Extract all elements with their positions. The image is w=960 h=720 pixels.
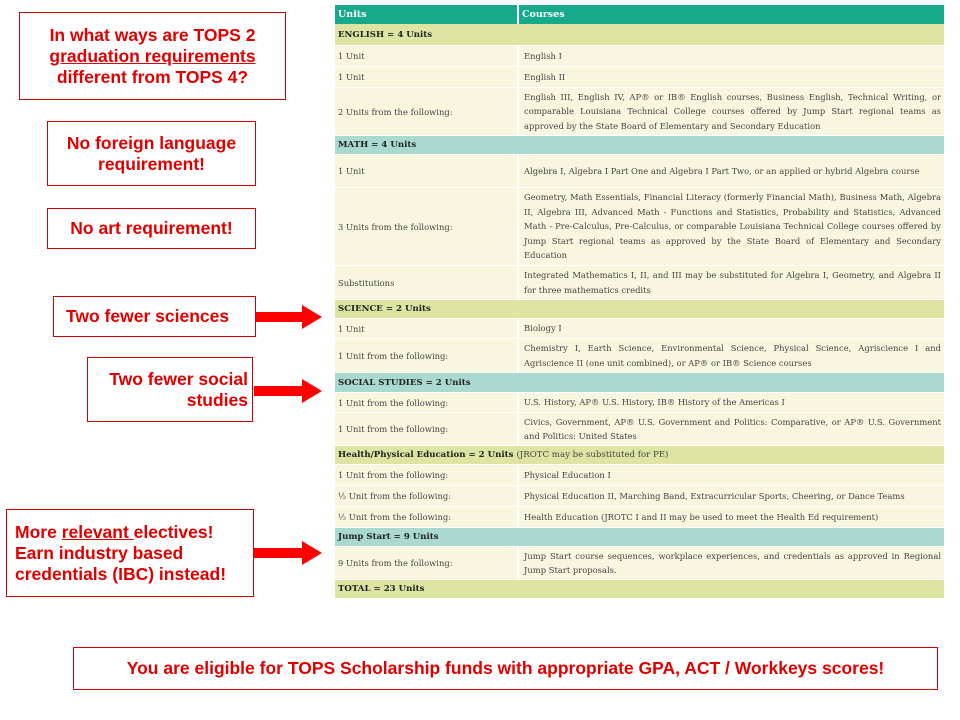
table-row	[335, 319, 944, 339]
table-row	[335, 155, 944, 188]
table-row	[335, 486, 944, 507]
electives-callout	[6, 509, 254, 597]
row-units: 1 Unit	[335, 46, 519, 66]
sciences-arrow-icon	[256, 305, 322, 329]
social-studies-arrow-icon	[254, 379, 322, 403]
row-courses: English III, English IV, AP® or IB® English courses, Business English, Technical Writing, or comparable Louisiana Technical College courses offered by Jump Start regional teams as approved by the State Board of Elementary and Secondary Education	[524, 91, 941, 131]
requirements-table	[335, 5, 944, 599]
row-units: Substitutions	[335, 266, 519, 299]
electives-line2: Earn industry based	[15, 542, 184, 563]
foreign-language-line1: No foreign language	[66, 132, 237, 153]
row-courses: Chemistry I, Earth Science, Environmental Science, Physical Science, Agriscience I and Agriscience II (one unit combined), or AP® or IB® Science courses	[524, 343, 941, 368]
row-units: 3 Units from the following:	[335, 188, 519, 265]
row-courses: Civics, Government, AP® U.S. Government and Politics: Comparative, or AP® U.S. Government and Politics: United States	[524, 416, 941, 441]
electives-line1-end: electives!	[133, 521, 214, 542]
row-courses: Jump Start course sequences, workplace experiences, and credentials as approved in Regional Jump Start proposals.	[524, 550, 941, 575]
row-units: 1 Unit from the following:	[335, 465, 519, 485]
electives-arrow-icon	[254, 541, 322, 565]
row-units: ½ Unit from the following:	[335, 507, 519, 527]
art-line1: No art requirement!	[70, 218, 233, 238]
electives-line1	[15, 522, 253, 543]
row-units: 1 Unit	[335, 67, 519, 87]
row-units: 1 Unit from the following:	[335, 339, 519, 372]
table-row	[335, 507, 944, 528]
electives-relevant: relevant	[61, 521, 134, 542]
art-callout	[47, 208, 256, 249]
social-studies-line2: studies	[186, 389, 248, 410]
table-row	[335, 547, 944, 580]
table-row	[335, 339, 944, 373]
row-units: 1 Unit	[335, 319, 519, 338]
table-row	[335, 393, 944, 413]
social-studies-line1: Two fewer social	[109, 368, 248, 389]
question-callout	[19, 12, 286, 100]
question-line1: In what ways are TOPS 2	[49, 24, 256, 45]
row-courses: English II	[524, 71, 566, 82]
electives-line3: credentials (IBC) instead!	[15, 563, 227, 584]
table-row	[335, 188, 944, 266]
health-note: (JROTC may be substituted for PE)	[516, 450, 669, 460]
row-courses: Integrated Mathematics I, II, and III may be substituted for Algebra I, Geometry, and Algebra II for three mathematics credits	[524, 270, 941, 295]
row-courses: Algebra I, Algebra I Part One and Algebra I Part Two, or an applied or hybrid Algebra course	[524, 165, 920, 176]
row-courses: Geometry, Math Essentials, Financial Literacy (formerly Financial Math), Business Math, Algebra II, Algebra III, Advanced Math - Functions and Statistics, Probability and Statistics, Advanced Math - Pre-Calculus, Pre-Calculus, or comparable Louisiana Technical College courses offered by Jump Start regional teams as approved by the State Board of Elementary and Secondary Education	[524, 192, 941, 261]
section-total: TOTAL = 23 Units	[335, 580, 944, 599]
section-jump-start: Jump Start = 9 Units	[335, 528, 944, 547]
social-studies-callout	[87, 357, 253, 422]
sciences-callout	[53, 296, 256, 337]
row-courses: Physical Education II, Marching Band, Extracurricular Sports, Cheering, or Dance Teams	[524, 490, 905, 501]
question-line2: graduation requirements	[49, 45, 256, 66]
row-courses: Physical Education I	[524, 469, 611, 480]
row-courses: Biology I	[524, 323, 562, 334]
header-units: Units	[335, 5, 519, 24]
section-science: SCIENCE = 2 Units	[335, 300, 944, 319]
foreign-language-callout	[47, 121, 256, 186]
footer-text: You are eligible for TOPS Scholarship funds with appropriate GPA, ACT / Workkeys scores!	[126, 658, 885, 678]
row-units: 9 Units from the following:	[335, 547, 519, 579]
section-health-pe	[335, 446, 944, 465]
row-units: 1 Unit	[335, 155, 519, 187]
row-units: 1 Unit from the following:	[335, 393, 519, 412]
row-courses: Health Education (JROTC I and II may be used to meet the Health Ed requirement)	[524, 511, 879, 522]
table-row	[335, 88, 944, 136]
row-units: 2 Units from the following:	[335, 88, 519, 135]
row-units: ½ Unit from the following:	[335, 486, 519, 506]
health-title: Health/Physical Education = 2 Units	[338, 450, 514, 460]
foreign-language-line2: requirement!	[98, 153, 205, 174]
table-row	[335, 465, 944, 486]
section-math: MATH = 4 Units	[335, 136, 944, 155]
table-header	[335, 5, 944, 24]
sciences-line1: Two fewer sciences	[66, 306, 230, 326]
electives-line1-start: More	[15, 521, 62, 542]
section-english: ENGLISH = 4 Units	[335, 24, 944, 46]
table-row	[335, 67, 944, 88]
row-courses: English I	[524, 50, 562, 61]
table-row	[335, 46, 944, 67]
row-courses: U.S. History, AP® U.S. History, IB® History of the Americas I	[524, 397, 785, 408]
header-courses: Courses	[522, 9, 565, 20]
table-row	[335, 266, 944, 300]
footer-callout	[73, 647, 938, 690]
table-row	[335, 413, 944, 446]
question-line3: different from TOPS 4?	[56, 66, 249, 87]
section-social-studies: SOCIAL STUDIES = 2 Units	[335, 373, 944, 393]
row-units: 1 Unit from the following:	[335, 413, 519, 445]
